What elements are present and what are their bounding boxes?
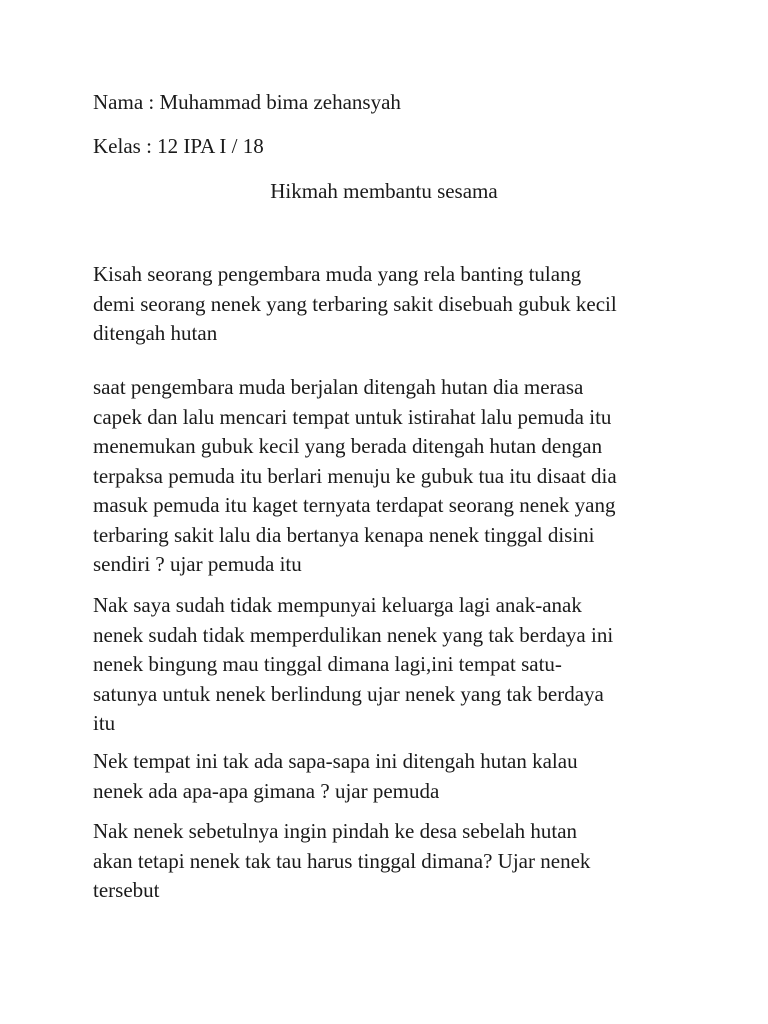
paragraph-line: saat pengembara muda berjalan ditengah hutan dia merasa bbox=[93, 375, 584, 399]
paragraph-line: tersebut bbox=[93, 878, 160, 902]
paragraph-line: Nak saya sudah tidak mempunyai keluarga lagi anak-anak bbox=[93, 593, 582, 617]
paragraph-line: terbaring sakit lalu dia bertanya kenapa nenek tinggal disini bbox=[93, 522, 595, 547]
student-name-line: Nama : Muhammad bima zehansyah bbox=[93, 90, 401, 114]
paragraph-line: demi seorang nenek yang terbaring sakit disebuah gubuk kecil bbox=[93, 291, 617, 316]
paragraph-line: Nak nenek sebetulnya ingin pindah ke desa sebelah hutan bbox=[93, 819, 578, 843]
paragraph-line: sendiri ? ujar pemuda itu bbox=[93, 552, 302, 576]
paragraph-line: Nek tempat ini tak ada sapa-sapa ini ditengah hutan kalau bbox=[93, 749, 578, 773]
paragraph-intro bbox=[93, 260, 693, 349]
paragraph-line: terpaksa pemuda itu berlari menuju ke gubuk tua itu disaat dia bbox=[93, 463, 617, 488]
paragraph-line: ditengah hutan bbox=[93, 321, 218, 345]
paragraph-line: Kisah seorang pengembara muda yang rela banting tulang bbox=[93, 262, 582, 286]
paragraph-line: masuk pemuda itu kaget ternyata terdapat seorang nenek yang bbox=[93, 493, 616, 517]
paragraph-line: satunya untuk nenek berlindung ujar nenek yang tak berdaya bbox=[93, 681, 604, 706]
paragraph-line: itu bbox=[93, 711, 116, 735]
paragraph-line: nenek sudah tidak memperdulikan nenek yang tak berdaya ini bbox=[93, 622, 614, 647]
paragraph-story bbox=[93, 373, 693, 580]
paragraph-line: nenek ada apa-apa gimana ? ujar pemuda bbox=[93, 778, 440, 803]
paragraph-line: menemukan gubuk kecil yang berada ditengah hutan dengan bbox=[93, 434, 603, 458]
paragraph-line: nenek bingung mau tinggal dimana lagi,ini tempat satu- bbox=[93, 652, 562, 676]
paragraph-youth-question bbox=[93, 747, 693, 806]
student-class-line: Kelas : 12 IPA I / 18 bbox=[93, 134, 264, 158]
paragraph-grandma-answer bbox=[93, 817, 693, 906]
paragraph-grandma-reply bbox=[93, 591, 693, 739]
essay-title: Hikmah membantu sesama bbox=[270, 179, 498, 203]
paragraph-line: capek dan lalu mencari tempat untuk istirahat lalu pemuda itu bbox=[93, 404, 612, 429]
paragraph-line: akan tetapi nenek tak tau harus tinggal dimana? Ujar nenek bbox=[93, 848, 591, 873]
